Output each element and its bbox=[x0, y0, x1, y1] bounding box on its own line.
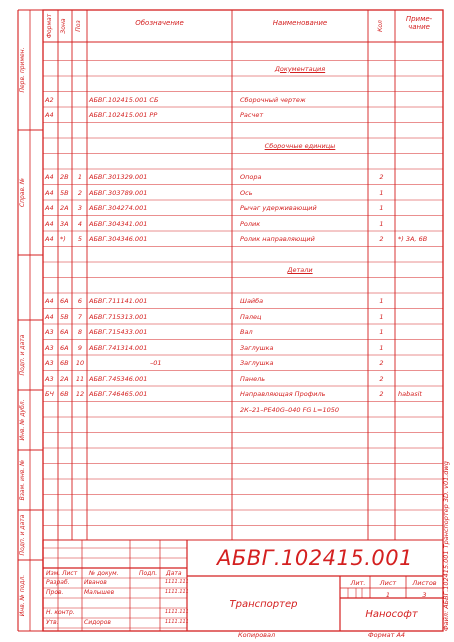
header-name: Наименование bbox=[272, 19, 328, 27]
row-pos: 2 bbox=[77, 188, 83, 197]
row-name: Шайба bbox=[240, 297, 264, 305]
tb-product-name: Транспортер bbox=[229, 599, 298, 610]
sidebar-sprav: Справ. № bbox=[19, 177, 26, 208]
tb-lit-label: Лит. bbox=[350, 579, 366, 587]
row-qty: 2 bbox=[379, 235, 384, 243]
tb-designation: АБВГ.102415.001 bbox=[217, 546, 413, 570]
row-name: 2К–21–РЕ40G–040 FG L=1050 bbox=[240, 405, 340, 414]
row-name: Опора bbox=[240, 173, 262, 181]
tb-prov-name: Малышев bbox=[84, 589, 115, 596]
row-zone: 6В bbox=[60, 390, 69, 398]
sidebar-perv-primen: Перв. примен. bbox=[19, 47, 26, 93]
row-name: Вал bbox=[240, 328, 253, 336]
row-designation: АБВГ.301329.001 bbox=[89, 173, 148, 181]
row-zone: 5В bbox=[60, 312, 69, 321]
row-format: А4 bbox=[45, 219, 54, 228]
sidebar-inv-dubl: Инв. № дубл. bbox=[19, 399, 26, 441]
row-note: habasit bbox=[398, 390, 422, 398]
row-name: Заглушка bbox=[240, 359, 274, 367]
row-format: А3 bbox=[45, 359, 54, 367]
header-designation: Обозначение bbox=[135, 19, 184, 27]
tb-nkontr-role: Н. контр. bbox=[46, 609, 75, 616]
row-designation: АБВГ.745346.001 bbox=[89, 374, 148, 383]
row-designation: АБВГ.741314.001 bbox=[89, 343, 148, 352]
row-qty: 1 bbox=[379, 188, 384, 197]
sidebar-podp-data-2: Подп. и дата bbox=[19, 514, 26, 556]
row-designation: АБВГ.304341.001 bbox=[89, 219, 148, 228]
tb-doc-no: № докум. bbox=[89, 570, 119, 577]
row-pos: 11 bbox=[75, 374, 85, 383]
row-name: Ролик bbox=[240, 219, 261, 228]
section-title: Сборочные единицы bbox=[264, 142, 336, 150]
section-title: Документация bbox=[274, 64, 326, 73]
tb-nkontr-date: 1111.111 bbox=[165, 609, 189, 615]
row-designation: АБВГ.715433.001 bbox=[89, 328, 148, 336]
row-name: Ось bbox=[240, 188, 253, 197]
row-format: А4 bbox=[45, 312, 54, 321]
sidebar-podp-data-1: Подп. и дата bbox=[19, 334, 26, 376]
tb-sheet-label: Лист bbox=[379, 579, 397, 587]
row-pos: 10 bbox=[75, 359, 85, 367]
row-designation: АБВГ.102415.001 СБ bbox=[89, 95, 159, 104]
row-qty: 1 bbox=[379, 219, 384, 228]
tb-sheets-value: 3 bbox=[422, 591, 427, 599]
row-format: А3 bbox=[45, 328, 54, 336]
row-pos: 12 bbox=[75, 390, 85, 398]
header-pos: Поз bbox=[75, 20, 82, 32]
row-designation: АБВГ.102415.001 РР bbox=[89, 111, 158, 119]
row-pos: 5 bbox=[77, 235, 83, 243]
sidebar-vzam-inv: Взам. инв. № bbox=[19, 459, 26, 501]
row-qty: 1 bbox=[379, 328, 384, 336]
row-zone: 3А bbox=[60, 219, 69, 228]
header-qty: Кол bbox=[377, 20, 384, 32]
row-zone: 2А bbox=[60, 204, 69, 212]
row-designation: АБВГ.746465.001 bbox=[89, 390, 148, 398]
tb-sheets-label: Листов bbox=[412, 579, 437, 587]
tb-prov-role: Пров. bbox=[46, 589, 64, 596]
row-zone: 6А bbox=[60, 343, 69, 352]
tb-utv-role: Утв. bbox=[46, 619, 59, 626]
row-format: А3 bbox=[45, 343, 54, 352]
tb-razrab-role: Разраб. bbox=[46, 579, 70, 586]
file-label: Файл: АБВГ.102415.001 Транспортер 3D. v01.dwg bbox=[442, 461, 450, 631]
row-pos: 7 bbox=[77, 312, 83, 321]
row-qty: 1 bbox=[379, 204, 384, 212]
tb-izm: Изм. bbox=[46, 570, 61, 577]
row-format: А4 bbox=[45, 204, 54, 212]
row-name: Ролик направляющий bbox=[240, 235, 315, 243]
tb-data: Дата bbox=[166, 570, 182, 577]
tb-organization: Нанософт bbox=[365, 609, 418, 620]
tb-razrab-name: Иванов bbox=[84, 579, 107, 586]
row-designation: АБВГ.303789.001 bbox=[89, 188, 148, 197]
row-pos: 4 bbox=[77, 219, 83, 228]
row-designation: АБВГ.711141.001 bbox=[89, 297, 148, 305]
row-designation: АБВГ.304346.001 bbox=[89, 235, 148, 243]
row-pos: 1 bbox=[77, 173, 83, 181]
row-name: Палец bbox=[240, 312, 262, 321]
row-qty: 2 bbox=[379, 359, 384, 367]
row-format: А4 bbox=[45, 297, 54, 305]
row-format: А4 bbox=[45, 173, 54, 181]
sidebar-inv-podl: Инв. № подл. bbox=[19, 574, 26, 617]
row-zone: 6В bbox=[60, 359, 69, 367]
row-name: Сборочный чертеж bbox=[240, 95, 306, 104]
row-pos: 3 bbox=[77, 204, 83, 212]
row-zone: 5В bbox=[60, 188, 69, 197]
header-format: Формат bbox=[46, 13, 53, 39]
row-name: Заглушка bbox=[240, 343, 274, 352]
row-format: А4 bbox=[45, 188, 54, 197]
kopiroval-label: Копировал bbox=[238, 631, 276, 639]
row-note: *) 3А, 6В bbox=[398, 235, 428, 243]
row-qty: 2 bbox=[379, 390, 384, 398]
row-format: А4 bbox=[45, 111, 54, 119]
row-name: Панель bbox=[240, 374, 266, 383]
row-qty: 1 bbox=[379, 297, 384, 305]
tb-utv-name: Сидоров bbox=[84, 619, 111, 626]
row-name: Направляющая Профиль bbox=[240, 390, 326, 398]
section-title: Детали bbox=[287, 266, 313, 274]
row-qty: 2 bbox=[379, 173, 384, 181]
row-pos: 8 bbox=[77, 328, 83, 336]
row-designation: АБВГ.715313.001 bbox=[89, 312, 148, 321]
row-name: Расчет bbox=[240, 111, 264, 119]
row-format: А4 bbox=[45, 235, 54, 243]
tb-prov-date: 1111.111 bbox=[165, 589, 189, 595]
row-zone: 6А bbox=[60, 297, 69, 305]
header-zone: Зона bbox=[60, 18, 67, 34]
row-format: А2 bbox=[45, 95, 54, 104]
row-format: БЧ bbox=[45, 390, 54, 398]
row-qty: 1 bbox=[379, 312, 384, 321]
row-zone: 2В bbox=[60, 173, 69, 181]
row-pos: 9 bbox=[77, 343, 83, 352]
row-zone: 2А bbox=[60, 374, 69, 383]
header-note: Приме- чание bbox=[405, 15, 433, 32]
row-qty: 1 bbox=[379, 343, 384, 352]
tb-razrab-date: 1111.111 bbox=[165, 579, 189, 585]
row-designation: АБВГ.304274.001 bbox=[89, 204, 148, 212]
tb-podp: Подп. bbox=[139, 570, 158, 577]
tb-utv-date: 1111.111 bbox=[165, 619, 189, 625]
row-designation: –01 bbox=[150, 359, 162, 367]
row-name: Рычаг удерживающий bbox=[240, 204, 317, 212]
row-zone: 6А bbox=[60, 328, 69, 336]
tb-sheet-value: 1 bbox=[385, 591, 391, 599]
tb-list: Лист bbox=[62, 570, 78, 577]
row-pos: 6 bbox=[77, 297, 83, 305]
row-zone: *) bbox=[60, 235, 66, 243]
row-format: А3 bbox=[45, 374, 54, 383]
format-label: Формат А4 bbox=[368, 631, 406, 639]
row-qty: 2 bbox=[379, 374, 384, 383]
